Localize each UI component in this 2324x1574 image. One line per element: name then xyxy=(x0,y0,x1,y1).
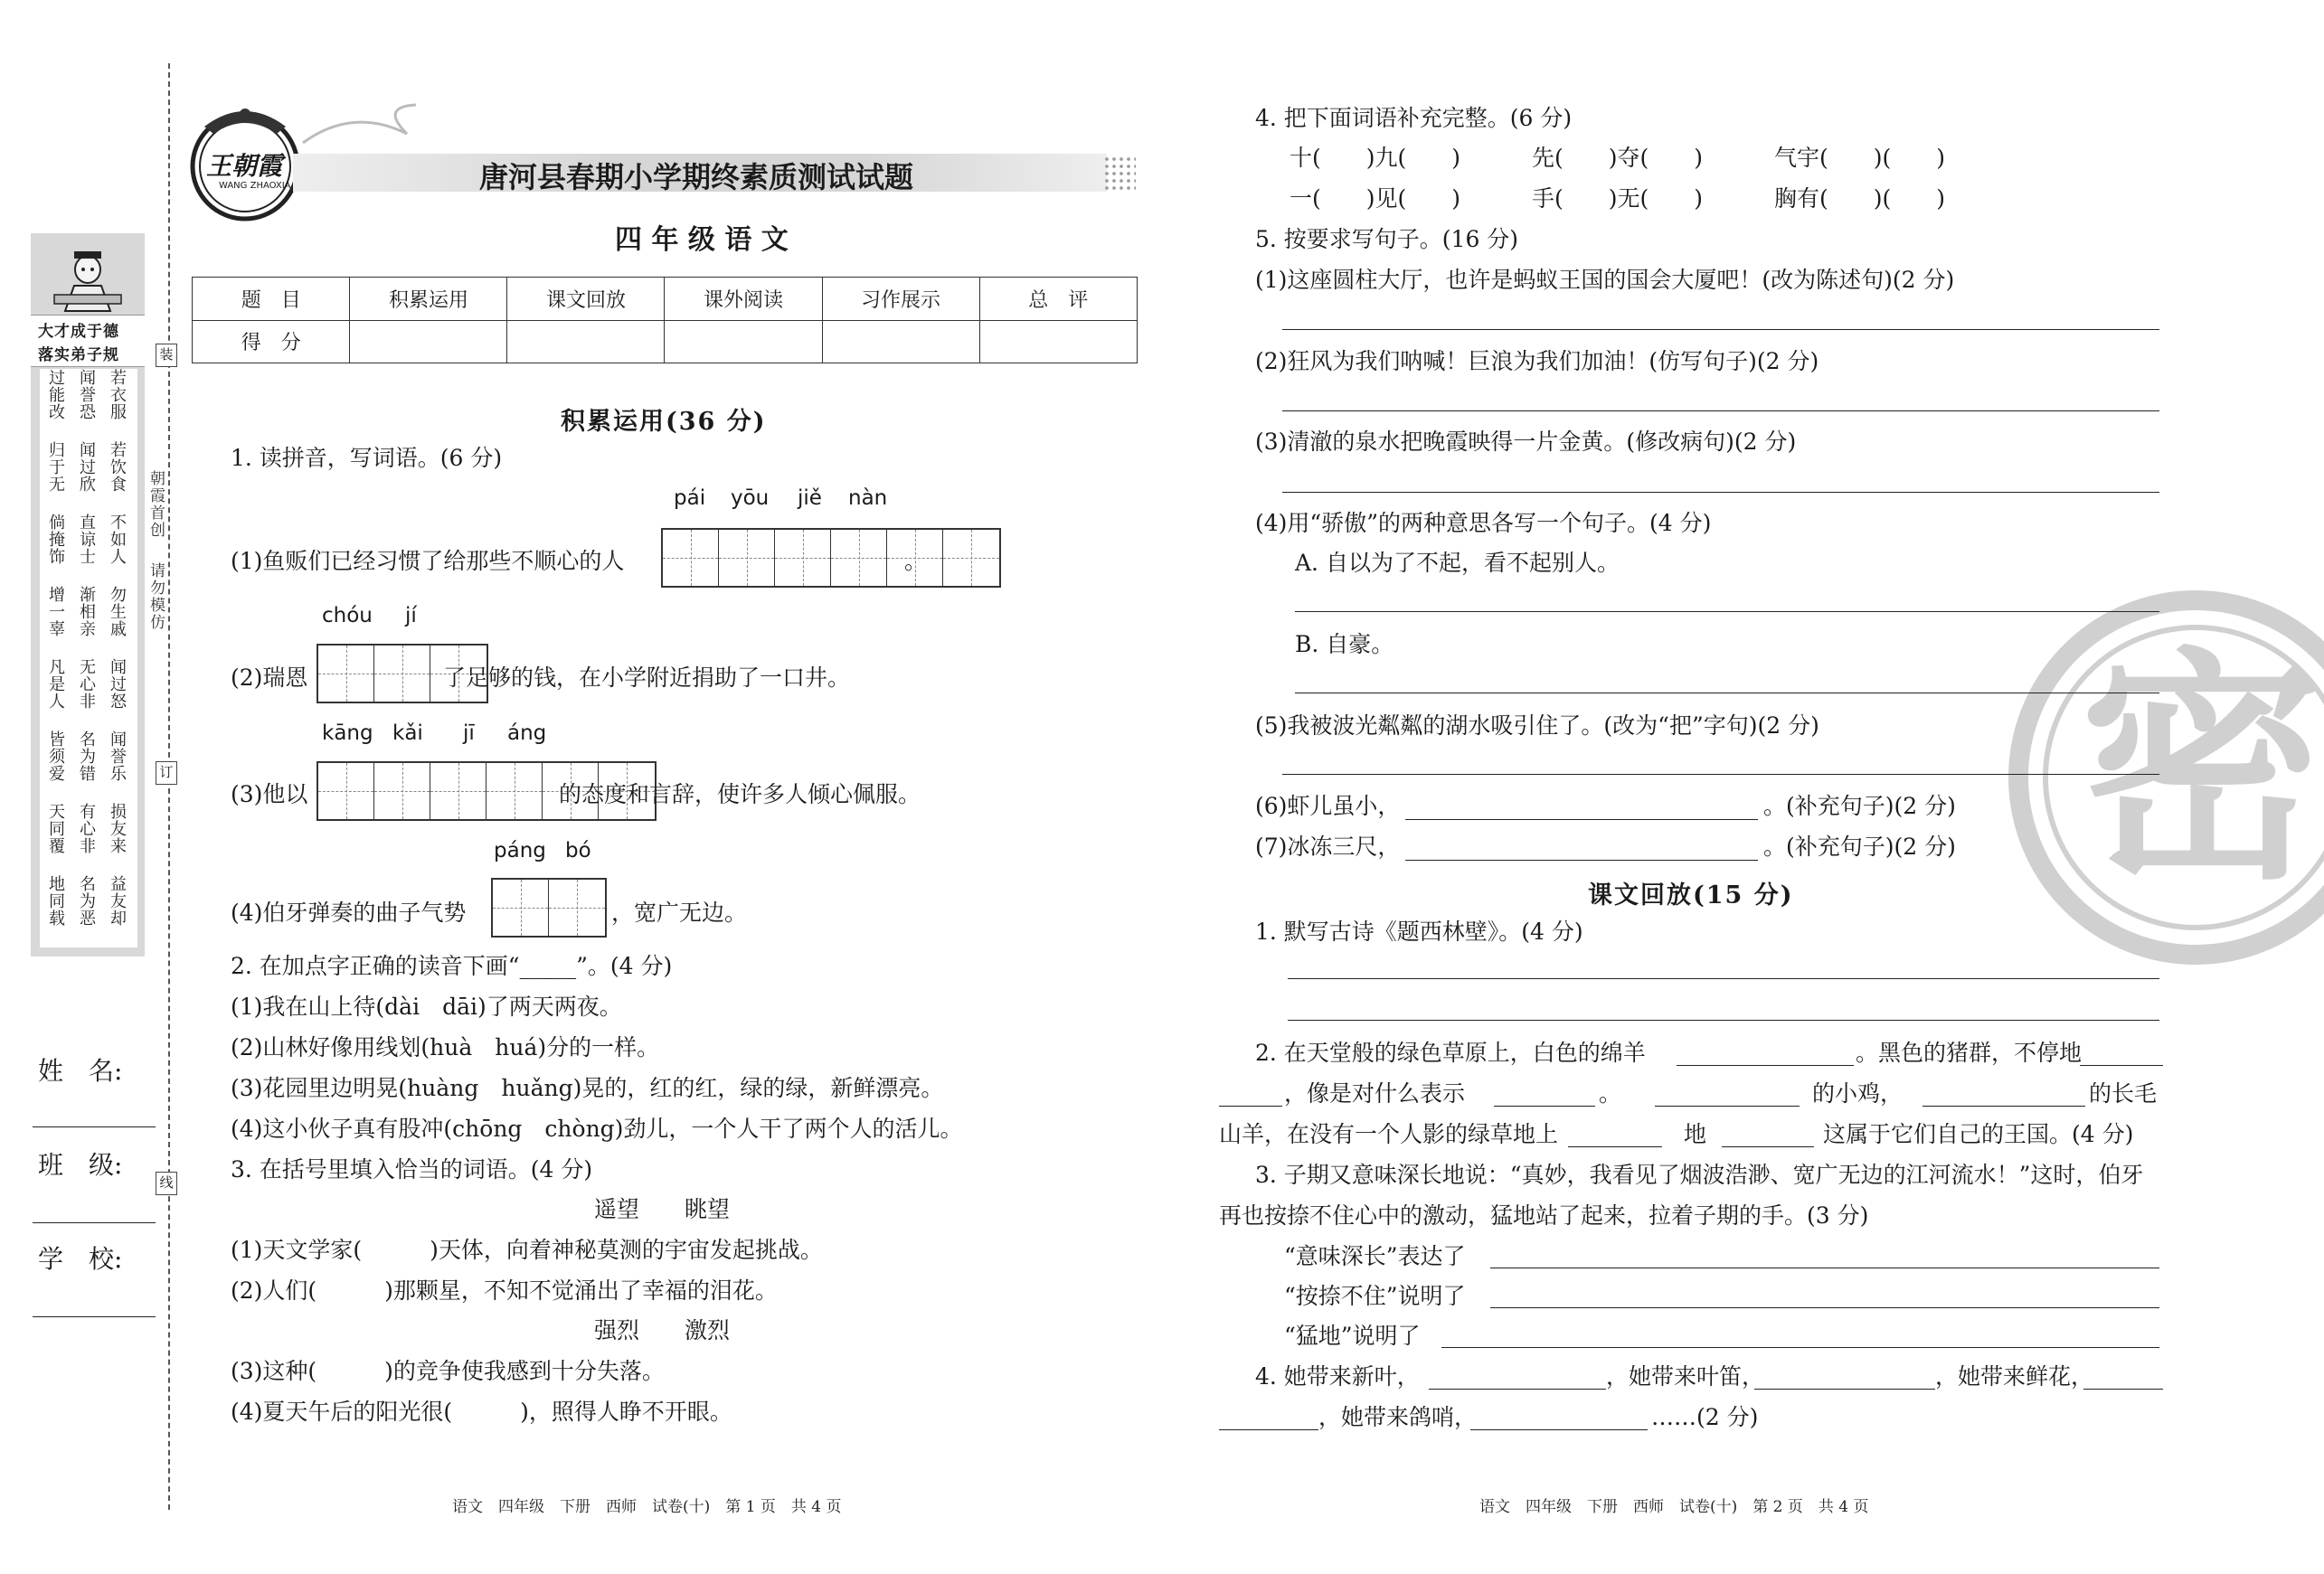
review-question-2-line3-b: 地 xyxy=(1684,1121,1707,1147)
review-question-2-line3-c: 这属于它们自己的王国。(4 分) xyxy=(1823,1121,2134,1147)
title-dots xyxy=(1103,156,1136,190)
answer-line[interactable] xyxy=(1282,329,2159,330)
question-5-5: (5)我被波光粼粼的湖水吸引住了。(改为“把”字句)(2 分) xyxy=(1255,712,1819,739)
question-5: 5. 按要求写句子。(16 分) xyxy=(1255,226,1519,252)
question-4-word: 十( )九( ) xyxy=(1290,145,1461,171)
page-footer-right: 语文 四年级 下册 西师 试卷(十) 第 2 页 共 4 页 xyxy=(1479,1498,1869,1516)
sidebar-poem-column: 无心非 xyxy=(77,658,96,710)
question-1-2-text-a: (2)瑞恩 xyxy=(231,664,308,691)
blank-line[interactable] xyxy=(1754,1389,1935,1390)
sidebar-poem-column: 过能改 xyxy=(46,369,65,420)
score-cell[interactable] xyxy=(665,320,822,363)
answer-line[interactable] xyxy=(1288,978,2159,979)
question-3-item: (2)人们( )那颗星，不知不觉涌出了幸福的泪花。 xyxy=(231,1277,778,1304)
question-2: 2. 在加点字正确的读音下画“_____”。(4 分) xyxy=(231,953,673,979)
score-col-writing: 习作展示 xyxy=(822,278,979,321)
scholar-illustration xyxy=(47,244,128,315)
blank-line[interactable] xyxy=(1470,1429,1648,1430)
pinyin: bó xyxy=(565,839,591,862)
question-4-word: 胸有( )( ) xyxy=(1774,185,1946,212)
blank-line[interactable] xyxy=(1722,1146,1814,1147)
review-question-4-line2-a: ，她带来鸽哨， xyxy=(1318,1404,1478,1430)
answer-line[interactable] xyxy=(1295,611,2159,612)
answer-line[interactable] xyxy=(1405,819,1758,820)
answer-line[interactable] xyxy=(1441,1347,2159,1348)
question-5-6-a: (6)虾儿虽小， xyxy=(1255,793,1401,819)
pinyin: jí xyxy=(405,604,417,627)
review-question-2-line1-a: 2. 在天堂般的绿色草原上，白色的绵羊 xyxy=(1255,1040,1646,1066)
question-1-4-text-a: (4)伯牙弹奏的曲子气势 xyxy=(231,900,467,926)
school-field-line[interactable] xyxy=(33,1316,156,1317)
review-question-3-b: “按捺不住”说明了 xyxy=(1284,1283,1466,1309)
blank-line[interactable] xyxy=(1494,1106,1595,1107)
question-4-word: 手( )无( ) xyxy=(1532,185,1704,212)
sidebar-poem-column: 益友却 xyxy=(108,875,127,927)
answer-line[interactable] xyxy=(1282,492,2159,493)
sidebar-poem-column: 地同载 xyxy=(46,875,65,927)
logo-text: 王朝霞 xyxy=(206,151,283,181)
question-1-3-text-a: (3)他以 xyxy=(231,781,308,807)
score-table xyxy=(192,277,1138,363)
question-4: 4. 把下面词语补充完整。(6 分) xyxy=(1255,105,1573,131)
score-cell[interactable] xyxy=(822,320,979,363)
blank-line[interactable] xyxy=(1677,1065,1854,1066)
pinyin: pái xyxy=(674,486,706,510)
class-field-label: 班 级: xyxy=(38,1150,123,1180)
answer-line[interactable] xyxy=(1490,1307,2159,1308)
question-1: 1. 读拼音，写词语。(6 分) xyxy=(231,445,503,471)
pinyin: jiě xyxy=(798,486,822,510)
answer-line[interactable] xyxy=(1282,774,2159,775)
review-question-4-line1-c: ，她带来鲜花， xyxy=(1935,1363,2094,1390)
sidebar-poem-column: 损友来 xyxy=(108,803,127,854)
binding-dash-line xyxy=(168,63,170,1510)
logo-subtext: WANG ZHAOXIA xyxy=(219,181,291,191)
score-value-row xyxy=(193,320,1138,363)
seal-mark-2: 订 xyxy=(156,761,177,785)
answer-line[interactable] xyxy=(1288,1020,2159,1021)
question-4-word: 一( )见( ) xyxy=(1290,185,1461,212)
blank-line[interactable] xyxy=(1922,1106,2085,1107)
name-field-label: 姓 名: xyxy=(38,1056,123,1086)
score-col-accum: 积累运用 xyxy=(350,278,507,321)
review-question-2-line2-d: 的长毛 xyxy=(2089,1080,2158,1107)
pinyin: páng xyxy=(494,839,546,862)
sidebar-poem-column: 若衣服 xyxy=(108,369,127,420)
sidebar-poem-column: 闻过欣 xyxy=(77,441,96,493)
question-5-7-a: (7)冰冻三尺， xyxy=(1255,834,1401,860)
review-question-3-line1: 3. 子期又意味深长地说：“真妙，我看见了烟波浩渺、宽广无边的江河流水！”这时，伯牙 xyxy=(1255,1162,2144,1188)
blank-line[interactable] xyxy=(1429,1389,1606,1390)
review-question-2-line2-b: 。 xyxy=(1599,1080,1622,1107)
question-5-1: (1)这座圆柱大厅，也许是蚂蚁王国的国会大厦吧！(改为陈述句)(2 分) xyxy=(1255,267,1955,293)
question-3-item: (4)夏天午后的阳光很( )，照得人睁不开眼。 xyxy=(231,1399,732,1425)
review-question-3-line2: 再也按捺不住心中的激动，猛地站了起来，拉着子期的手。(3 分) xyxy=(1219,1202,1869,1229)
question-5-4-b: B. 自豪。 xyxy=(1295,631,1394,657)
question-5-3: (3)清澈的泉水把晚霞映得一片金黄。(修改病句)(2 分) xyxy=(1255,429,1797,455)
sidebar-poem-column: 归于无 xyxy=(46,441,65,493)
review-question-3-c: “猛地”说明了 xyxy=(1284,1323,1421,1349)
section-heading-accumulation: 积累运用(36 分) xyxy=(561,408,767,436)
question-1-1-text: (1)鱼贩们已经习惯了给那些不顺心的人 xyxy=(231,548,625,574)
question-2-item: (4)这小伙子真有股冲(chōng chòng)劲儿，一个人干了两个人的活儿。 xyxy=(231,1116,963,1142)
exam-subtitle: 四 年 级 语 文 xyxy=(615,224,789,256)
score-cell[interactable] xyxy=(350,320,507,363)
question-5-2: (2)狂风为我们呐喊！巨浪为我们加油！(仿写句子)(2 分) xyxy=(1255,348,1819,374)
pinyin: jī xyxy=(463,721,475,745)
class-field-line[interactable] xyxy=(33,1222,156,1223)
answer-line[interactable] xyxy=(1282,410,2159,411)
sidebar-poem-column: 渐相亲 xyxy=(77,586,96,637)
question-3-item: (3)这种( )的竞争使我感到十分失落。 xyxy=(231,1358,665,1384)
sidebar-poem-column: 名为错 xyxy=(77,730,96,782)
question-2-item: (3)花园里边明晃(huàng huǎng)晃的，红的红，绿的绿，新鲜漂亮。 xyxy=(231,1075,944,1101)
blank-line[interactable] xyxy=(2083,1389,2163,1390)
sidebar-poem-column: 闻过怒 xyxy=(108,658,127,710)
sidebar-poem-column: 闻誉乐 xyxy=(108,730,127,782)
tianzige-grid[interactable] xyxy=(491,878,607,938)
review-question-2-line1-b: 。黑色的猪群，不停地 xyxy=(1856,1040,2083,1066)
seal-mark-1: 装 xyxy=(156,344,177,367)
question-3-word-choices-2: 强烈 激烈 xyxy=(594,1317,731,1343)
sidebar-poem-column: 倘掩饰 xyxy=(46,514,65,565)
sidebar-poem-column: 闻誉恐 xyxy=(77,369,96,420)
question-3: 3. 在括号里填入恰当的词语。(4 分) xyxy=(231,1156,593,1183)
blank-line[interactable] xyxy=(1655,1106,1800,1107)
score-col-reading: 课外阅读 xyxy=(665,278,822,321)
sidebar-poem-column: 天同覆 xyxy=(46,803,65,854)
question-5-4: (4)用“骄傲”的两种意思各写一个句子。(4 分) xyxy=(1255,510,1712,536)
question-4-word: 先( )夺( ) xyxy=(1532,145,1704,171)
sidebar-poem-column: 名为恶 xyxy=(77,875,96,927)
blank-line[interactable] xyxy=(1219,1106,1282,1107)
page-footer-left: 语文 四年级 下册 西师 试卷(十) 第 1 页 共 4 页 xyxy=(452,1498,842,1516)
pinyin: yōu xyxy=(731,486,770,510)
pinyin: kǎi xyxy=(392,721,423,745)
question-5-4-a: A. 自以为了不起，看不起别人。 xyxy=(1295,550,1620,576)
vertical-note-no-copy: 请勿模仿 xyxy=(146,562,165,631)
pinyin: áng xyxy=(507,721,547,745)
question-5-6-b: 。(补充句子)(2 分) xyxy=(1763,793,1956,819)
review-question-3-a: “意味深长”表达了 xyxy=(1284,1243,1466,1269)
sidebar-poem-column: 若饮食 xyxy=(108,441,127,493)
question-5-7-b: 。(补充句子)(2 分) xyxy=(1763,834,1956,860)
vertical-note-copyright: 朝霞首创 xyxy=(146,470,165,539)
question-1-3-text-b: 的态度和言辞，使许多人倾心佩服。 xyxy=(559,781,921,807)
score-cell[interactable] xyxy=(507,320,665,363)
answer-line[interactable] xyxy=(1405,860,1758,861)
blank-line[interactable] xyxy=(1568,1146,1662,1147)
review-question-2-line2-a: ，像是对什么表示 xyxy=(1284,1080,1466,1107)
sidebar-motto-1: 大才成于德 xyxy=(38,323,119,341)
question-2-item: (1)我在山上待(dài dāi)了两天两夜。 xyxy=(231,994,622,1020)
ribbon-decoration xyxy=(298,98,425,152)
question-1-4-text-b: ，宽广无边。 xyxy=(611,900,748,926)
sidebar-poem-column: 皆须爱 xyxy=(46,730,65,782)
review-question-4-line2-b: ……(2 分) xyxy=(1651,1404,1759,1430)
school-field-label: 学 校: xyxy=(38,1244,123,1274)
sidebar-poem-column: 直谅士 xyxy=(77,514,96,565)
blank-line[interactable] xyxy=(1219,1429,1318,1430)
question-3-item: (1)天文学家( )天体，向着神秘莫测的宇宙发起挑战。 xyxy=(231,1237,823,1263)
sidebar-poem-column: 勿生戚 xyxy=(108,586,127,637)
review-question-4-line1-a: 4. 她带来新叶， xyxy=(1255,1363,1420,1390)
section-heading-text-review: 课文回放(15 分) xyxy=(1588,881,1794,910)
sidebar-motto-2: 落实弟子规 xyxy=(38,346,119,364)
sidebar-poem-column: 增一辜 xyxy=(46,586,65,637)
question-1-1-end: 。 xyxy=(904,548,928,574)
review-question-1: 1. 默写古诗《题西林壁》。(4 分) xyxy=(1255,919,1583,945)
pinyin: kāng xyxy=(322,721,373,745)
score-row-label: 得 分 xyxy=(193,320,350,363)
sidebar-poem-column: 凡是人 xyxy=(46,658,65,710)
sidebar-poem-column: 不如人 xyxy=(108,514,127,565)
score-header-row xyxy=(193,278,1138,321)
review-question-2-line3-a: 山羊，在没有一个人影的绿草地上 xyxy=(1219,1121,1559,1147)
score-col-total: 总 评 xyxy=(979,278,1137,321)
seal-mark-3: 线 xyxy=(156,1172,177,1195)
exam-title: 唐河县春期小学期终素质测试试题 xyxy=(479,160,914,194)
score-col-label: 题 目 xyxy=(193,278,350,321)
name-field-line[interactable] xyxy=(33,1126,156,1127)
question-4-word: 气宇( )( ) xyxy=(1774,145,1946,171)
confidential-watermark-text: 密 xyxy=(2080,625,2324,912)
review-question-4-line1-b: ，她带来叶笛， xyxy=(1606,1363,1765,1390)
score-col-text: 课文回放 xyxy=(507,278,665,321)
blank-line[interactable] xyxy=(2080,1065,2163,1066)
question-3-word-choices-1: 遥望 眺望 xyxy=(594,1196,731,1222)
question-1-2-text-b: 了足够的钱，在小学附近捐助了一口井。 xyxy=(443,664,851,691)
question-2-item: (2)山林好像用线划(huà huá)分的一样。 xyxy=(231,1034,660,1060)
review-question-2-line2-c: 的小鸡， xyxy=(1812,1080,1904,1107)
pinyin: chóu xyxy=(322,604,373,627)
pinyin: nàn xyxy=(848,486,888,510)
score-cell[interactable] xyxy=(979,320,1137,363)
sidebar-poem-column: 有心非 xyxy=(77,803,96,854)
tianzige-grid[interactable] xyxy=(661,528,1001,588)
